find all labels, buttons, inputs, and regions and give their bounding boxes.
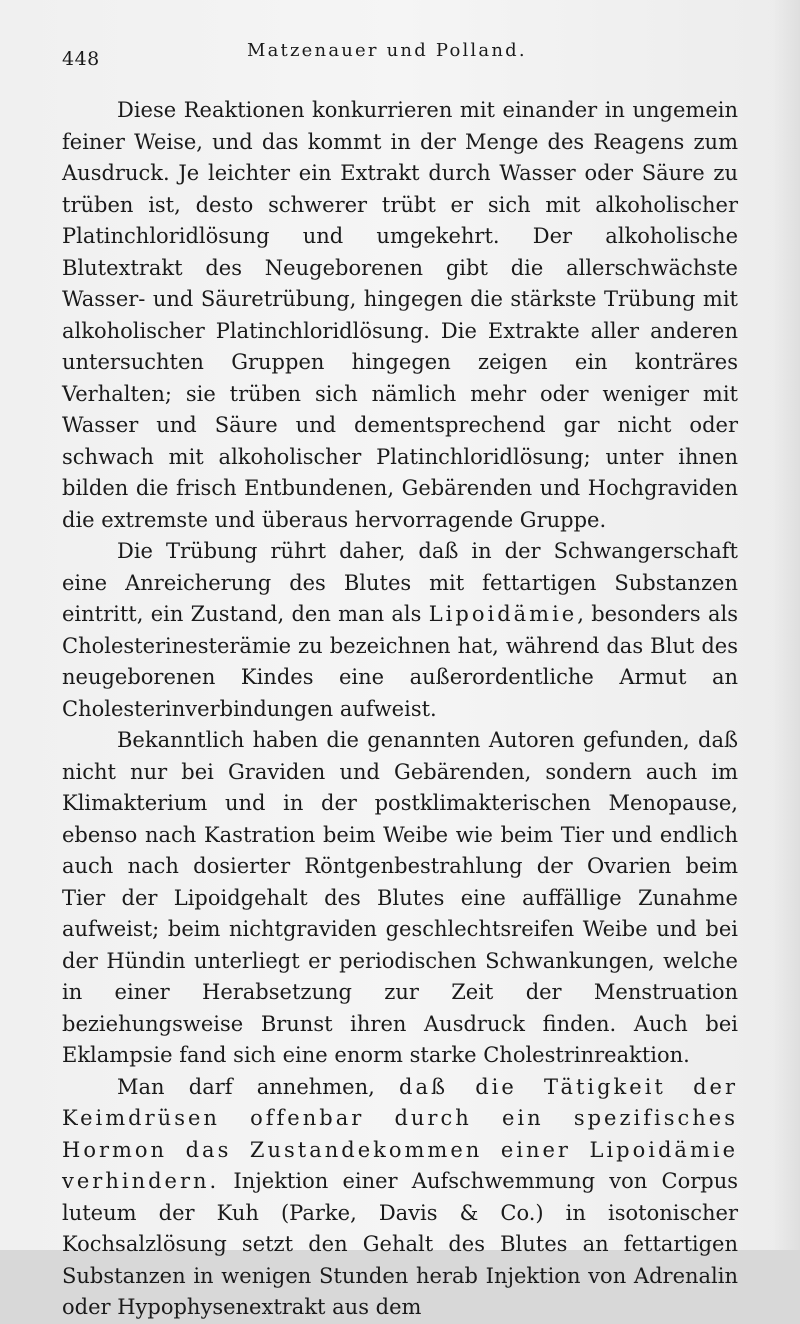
paragraph-3: Bekanntlich haben die genannten Autoren gefunden, daß nicht nur bei Graviden und Gebärenden, sondern auch im Klimakterium und in der postklimakterischen Menopause, ebenso nach Kastration beim Weibe wie beim Tier und endlich auch nach dosierter Röntgenbestrahlung der Ovarien beim Tier der Lipoidgehalt des Blutes eine auffällige Zunahme aufweist; beim nichtgraviden geschlechtsreifen Weibe und bei der Hündin unterliegt er periodischen Schwankungen, welche in einer Herabsetzung zur Zeit der Menstruation beziehungsweise Brunst ihren Ausdruck finden. Auch bei Eklampsie fand sich eine enorm starke Cholestrinreaktion.: [62, 728, 738, 1067]
paragraph-4-part-2: Injektion einer Aufschwemmung von Corpus luteum der Kuh (Parke, Davis & Co.) in isotonischer Kochsalzlösung setzt den Gehalt des Blutes an fettartigen Substanzen in wenigen Stunden herab Injektion von Adrenalin oder Hypophysenextrakt aus dem: [62, 1169, 738, 1319]
page-number: 448: [62, 48, 100, 70]
page-edge-shadow: [772, 0, 800, 1250]
paragraph-4: [62, 1072, 738, 1324]
paragraph-4-part-1: Man darf annehmen,: [117, 1074, 400, 1099]
emphasis-lipoidaemie: Lipoidämie: [428, 602, 578, 626]
emphasis-keimdruesen-sentence: daß die Tätigkeit der Keimdrüsen offenbar durch ein spezifisches Hormon das Zustandekommen einer Lipoidämie verhindern.: [62, 1074, 738, 1193]
paragraph-2: [62, 536, 738, 725]
paragraph-2-part-2: , besonders als Cholesterinesterämie zu bezeichnen hat, während das Blut des neugeborenen Kindes eine außerordentliche Armut an Cholesterinverbindungen aufweist.: [62, 602, 739, 721]
page-header: [62, 38, 742, 78]
paragraph-2-part-1: Die Trübung rührt daher, daß in der Schwangerschaft eine Anreicherung des Blutes mit fettartigen Substanzen eintritt, ein Zustand, den man als: [62, 539, 738, 626]
paragraph-1: Diese Reaktionen konkurrieren mit einander in ungemein feiner Weise, und das kommt in der Menge des Reagens zum Ausdruck. Je leichter ein Extrakt durch Wasser oder Säure zu trüben ist, desto schwerer trübt er sich mit alkoholischer Platinchloridlösung und umgekehrt. Der alkoholische Blutextrakt des Neugeborenen gibt die allerschwächste Wasser- und Säuretrübung, hingegen die stärkste Trübung mit alkoholischer Platinchloridlösung. Die Extrakte aller anderen untersuchten Gruppen hingegen zeigen ein konträres Verhalten; sie trüben sich nämlich mehr oder weniger mit Wasser und Säure und dementsprechend gar nicht oder schwach mit alkoholischer Platinchloridlösung; unter ihnen bilden die frisch Entbundenen, Gebärenden und Hochgraviden die extremste und überaus hervorragende Gruppe.: [62, 98, 738, 532]
running-head: Matzenauer und Polland.: [247, 40, 527, 61]
body-text: [62, 95, 738, 1324]
